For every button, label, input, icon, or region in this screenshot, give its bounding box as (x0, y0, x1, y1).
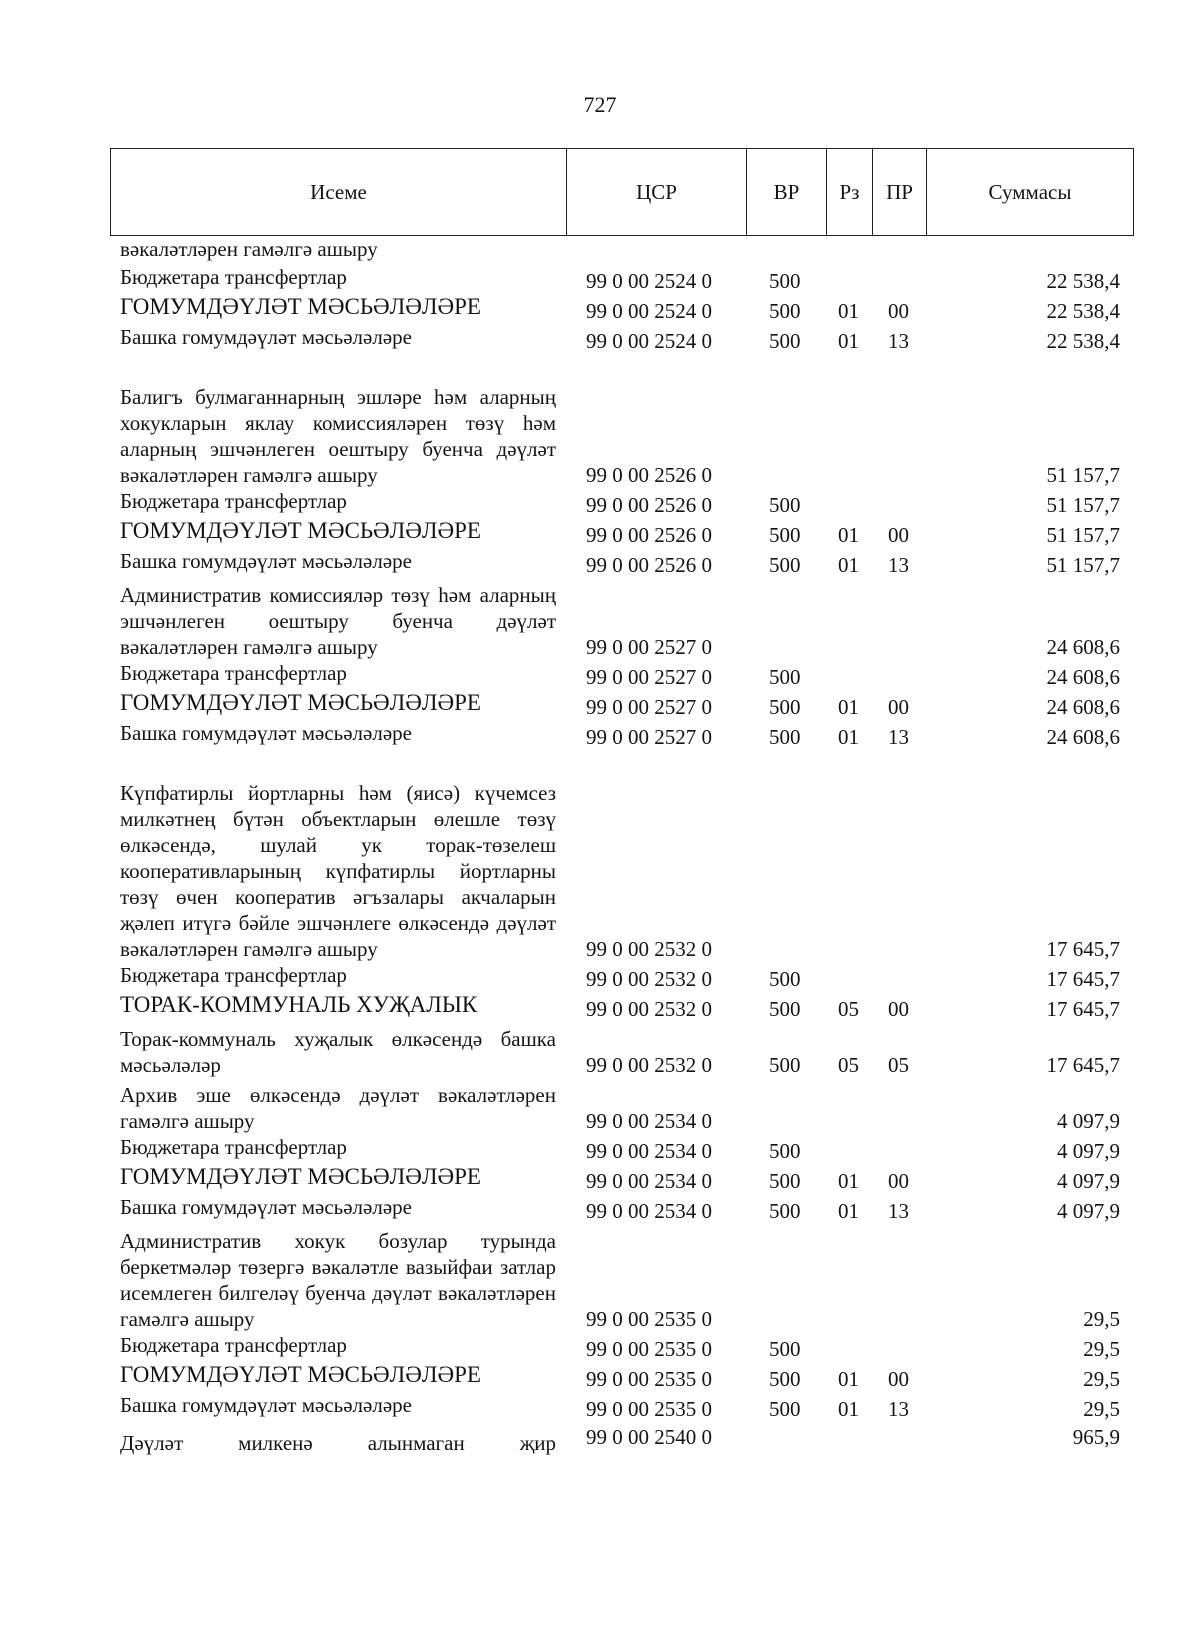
row-csr: 99 0 00 2535 0 (586, 1367, 712, 1391)
table-row (120, 488, 1120, 518)
row-csr: 99 0 00 2526 0 (586, 523, 712, 547)
table-row (120, 1362, 1120, 1392)
row-name: Торак-коммуналь хуҗалык өлкәсендә башка мәсьәләләр (120, 1027, 556, 1077)
row-sum: 22 538,4 (1046, 269, 1120, 293)
row-csr: 99 0 00 2527 0 (586, 665, 712, 689)
row-pr: 13 (888, 1397, 909, 1421)
row-name: Бюджетара трансфертлар (120, 963, 347, 987)
row-sum: 17 645,7 (1046, 1053, 1120, 1077)
header-csr: ЦСР (567, 149, 747, 235)
table-row (120, 236, 1120, 264)
row-sum: 29,5 (1083, 1307, 1120, 1331)
row-csr: 99 0 00 2540 0 (586, 1425, 712, 1449)
table-row (120, 324, 1120, 354)
row-vr: 500 (769, 493, 801, 517)
row-vr: 500 (769, 1397, 801, 1421)
row-rz: 01 (838, 1367, 859, 1391)
row-csr: 99 0 00 2534 0 (586, 1139, 712, 1163)
row-pr: 13 (888, 725, 909, 749)
row-vr: 500 (769, 665, 801, 689)
row-name: вәкаләтләрен гамәлгә ашыру (120, 237, 378, 261)
row-name: Архив эше өлкәсендә дәүләт вәкаләтләрен гамәлгә ашыру (120, 1083, 556, 1133)
header-rz: Рз (827, 149, 873, 235)
row-name: Бюджетара трансфертлар (120, 1333, 347, 1357)
row-csr: 99 0 00 2526 0 (586, 463, 712, 487)
row-vr: 500 (769, 1199, 801, 1223)
row-name: ГОМУМДӘҮЛӘТ МӘСЬӘЛӘЛӘРЕ (120, 1362, 481, 1387)
row-sum: 4 097,9 (1057, 1169, 1120, 1193)
row-vr: 500 (769, 967, 801, 991)
table-header (110, 148, 1134, 236)
row-csr: 99 0 00 2524 0 (586, 329, 712, 353)
row-name: Башка гомумдәүләт мәсьәләләре (120, 721, 412, 745)
row-vr: 500 (769, 329, 801, 353)
row-rz: 01 (838, 329, 859, 353)
row-pr: 00 (888, 997, 909, 1021)
row-csr: 99 0 00 2534 0 (586, 1169, 712, 1193)
row-csr: 99 0 00 2532 0 (586, 1053, 712, 1077)
row-name: Бюджетара трансфертлар (120, 489, 347, 513)
row-pr: 13 (888, 1199, 909, 1223)
row-csr: 99 0 00 2535 0 (586, 1337, 712, 1361)
row-rz: 01 (838, 695, 859, 719)
row-sum: 22 538,4 (1046, 329, 1120, 353)
row-name: Башка гомумдәүләт мәсьәләләре (120, 325, 412, 349)
row-pr: 13 (888, 329, 909, 353)
header-name: Исеме (111, 149, 567, 235)
row-sum: 22 538,4 (1046, 299, 1120, 323)
row-sum: 29,5 (1083, 1337, 1120, 1361)
page-number: 727 (583, 92, 617, 117)
row-sum: 24 608,6 (1046, 695, 1120, 719)
row-sum: 965,9 (1072, 1425, 1120, 1449)
row-vr: 500 (769, 695, 801, 719)
table-row (120, 1392, 1120, 1422)
row-name: Административ хокук бозулар турында беркетмәләр төзергә вәкаләтле вазыйфаи затлар исемлеген билгеләү буенча дәүләт вәкаләтләрен гамәлгә ашыру (120, 1229, 556, 1331)
row-csr: 99 0 00 2532 0 (586, 997, 712, 1021)
table-row (120, 660, 1120, 690)
row-name: Балигъ булмаганнарның эшләре һәм аларның хокукларын яклау комиссияләрен төзү һәм аларның эшчәнлеген оештыру буенча дәүләт вәкаләтләрен гамәлгә ашыру (120, 385, 556, 487)
row-name: ГОМУМДӘҮЛӘТ МӘСЬӘЛӘЛӘРЕ (120, 294, 481, 319)
row-pr: 13 (888, 553, 909, 577)
row-csr: 99 0 00 2526 0 (586, 553, 712, 577)
row-csr: 99 0 00 2535 0 (586, 1307, 712, 1331)
header-sum: Суммасы (988, 179, 1072, 204)
row-rz: 01 (838, 1169, 859, 1193)
row-name: Башка гомумдәүләт мәсьәләләре (120, 1393, 412, 1417)
row-name: Дәүләт милкенә алынмаган җир (120, 1431, 556, 1455)
row-rz: 01 (838, 725, 859, 749)
row-pr: 00 (888, 299, 909, 323)
table-row (120, 1078, 1120, 1134)
row-csr: 99 0 00 2524 0 (586, 269, 712, 293)
row-sum: 4 097,9 (1057, 1199, 1120, 1223)
row-sum: 17 645,7 (1046, 967, 1120, 991)
row-rz: 01 (838, 1397, 859, 1421)
row-vr: 500 (769, 1367, 801, 1391)
table-row (120, 720, 1120, 750)
table-row (120, 750, 1120, 962)
row-pr: 00 (888, 1169, 909, 1193)
table-row (120, 1194, 1120, 1224)
row-csr: 99 0 00 2527 0 (586, 635, 712, 659)
table-row (120, 518, 1120, 548)
row-vr: 500 (769, 725, 801, 749)
row-name: ГОМУМДӘҮЛӘТ МӘСЬӘЛӘЛӘРЕ (120, 1164, 481, 1189)
table-row (120, 1224, 1120, 1332)
table-row (120, 690, 1120, 720)
row-name: ГОМУМДӘҮЛӘТ МӘСЬӘЛӘЛӘРЕ (120, 518, 481, 543)
row-sum: 4 097,9 (1057, 1139, 1120, 1163)
table-row (120, 962, 1120, 992)
row-sum: 24 608,6 (1046, 725, 1120, 749)
row-csr: 99 0 00 2535 0 (586, 1397, 712, 1421)
row-vr: 500 (769, 523, 801, 547)
row-rz: 01 (838, 553, 859, 577)
row-csr: 99 0 00 2526 0 (586, 493, 712, 517)
row-pr: 00 (888, 695, 909, 719)
row-sum: 29,5 (1083, 1367, 1120, 1391)
row-sum: 4 097,9 (1057, 1109, 1120, 1133)
header-pr: ПР (873, 149, 927, 235)
row-csr: 99 0 00 2534 0 (586, 1199, 712, 1223)
table-row (120, 264, 1120, 294)
row-vr: 500 (769, 1169, 801, 1193)
row-sum: 17 645,7 (1046, 937, 1120, 961)
table-row (120, 578, 1120, 660)
table-row (120, 294, 1120, 324)
header-vr: ВР (747, 149, 827, 235)
row-vr: 500 (769, 1337, 801, 1361)
row-sum: 24 608,6 (1046, 635, 1120, 659)
row-name: Башка гомумдәүләт мәсьәләләре (120, 549, 412, 573)
row-vr: 500 (769, 553, 801, 577)
table-row (120, 548, 1120, 578)
table-row (120, 1022, 1120, 1078)
row-sum: 51 157,7 (1046, 463, 1120, 487)
table-row (120, 1332, 1120, 1362)
row-name: Күпфатирлы йортларны һәм (яисә) күчемсез милкәтнең бүтән объектларын өлешле төзү өлкәсендә, шулай ук торак-төзелеш кооперативларының күпфатирлы йортларны төзү өчен кооператив әгъзалары акчаларын җәлеп итүгә бәйле эшчәнлеге өлкәсендә дәүләт вәкаләтләрен гамәлгә ашыру (120, 781, 556, 961)
row-vr: 500 (769, 1053, 801, 1077)
row-vr: 500 (769, 269, 801, 293)
row-pr: 00 (888, 1367, 909, 1391)
table-row (120, 1164, 1120, 1194)
row-pr: 00 (888, 523, 909, 547)
row-vr: 500 (769, 299, 801, 323)
table-row (120, 1422, 1120, 1456)
row-csr: 99 0 00 2527 0 (586, 725, 712, 749)
row-sum: 29,5 (1083, 1397, 1120, 1421)
row-pr: 05 (888, 1053, 909, 1077)
row-sum: 51 157,7 (1046, 493, 1120, 517)
row-name: Башка гомумдәүләт мәсьәләләре (120, 1195, 412, 1219)
row-vr: 500 (769, 1139, 801, 1163)
row-rz: 05 (838, 997, 859, 1021)
table-row (120, 992, 1120, 1022)
row-sum: 17 645,7 (1046, 997, 1120, 1021)
row-name: Бюджетара трансфертлар (120, 1135, 347, 1159)
row-csr: 99 0 00 2534 0 (586, 1109, 712, 1133)
row-name: ГОМУМДӘҮЛӘТ МӘСЬӘЛӘЛӘРЕ (120, 690, 481, 715)
row-vr: 500 (769, 997, 801, 1021)
row-rz: 01 (838, 523, 859, 547)
row-sum: 51 157,7 (1046, 523, 1120, 547)
table-body (120, 236, 1120, 1456)
row-sum: 51 157,7 (1046, 553, 1120, 577)
row-sum: 24 608,6 (1046, 665, 1120, 689)
row-name: ТОРАК-КОММУНАЛЬ ХУҖАЛЫК (120, 992, 478, 1017)
row-csr: 99 0 00 2532 0 (586, 937, 712, 961)
row-csr: 99 0 00 2524 0 (586, 299, 712, 323)
table-row (120, 354, 1120, 488)
row-csr: 99 0 00 2527 0 (586, 695, 712, 719)
row-rz: 05 (838, 1053, 859, 1077)
row-csr: 99 0 00 2532 0 (586, 967, 712, 991)
row-name: Бюджетара трансфертлар (120, 661, 347, 685)
row-name: Бюджетара трансфертлар (120, 265, 347, 289)
table-row (120, 1134, 1120, 1164)
row-name: Административ комиссияләр төзү һәм аларның эшчәнлеген оештыру буенча дәүләт вәкаләтләрен гамәлгә ашыру (120, 583, 556, 659)
row-rz: 01 (838, 1199, 859, 1223)
row-rz: 01 (838, 299, 859, 323)
